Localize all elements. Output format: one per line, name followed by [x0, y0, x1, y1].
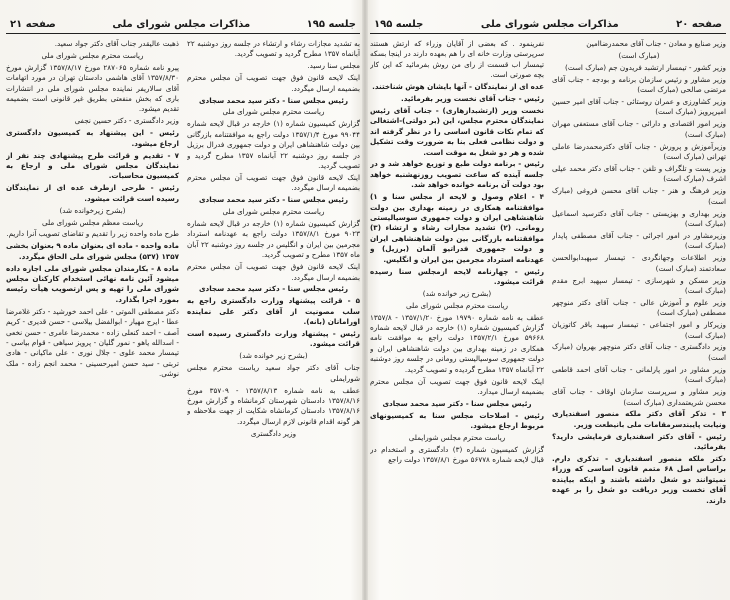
- left-page-col-left: [6, 39, 179, 594]
- paragraph: عده ای از نمایندگان - آنها بایشان هوش شناختند.: [372, 82, 544, 92]
- paragraph: رئیس - چهارنامه لایحه ازمجلس سنا رسیده قرائت میشود.: [370, 266, 544, 286]
- right-page-session: جلسه ۱۹۵: [374, 19, 424, 30]
- paragraph: وزیر اطلاعات وجهانگردی - تیمسار سپهبدابوالحسن سعادتمند (مبارک است): [552, 253, 726, 273]
- paragraph: وزیر دادگستری - دکتر حسین نجفی: [74, 116, 179, 126]
- paragraph: رئیس مجلس سنا - دکتر سید محمد سجادی: [198, 284, 349, 294]
- paragraph: اینک لایحه قانون فوق جهت تصویب آن مجلس محترم بضمیمه ارسال میدارد.: [370, 376, 544, 396]
- paragraph: رئیس مجلس سنا - دکتر سید محمد سجادی: [198, 95, 349, 105]
- paragraph: ۷ - تقدیم و قرائت طرح پیشنهادی چند نفر از نمایندگان مجلس شورای ملی و ارجاع به کمیسیون محاسبات.: [6, 150, 179, 181]
- paragraph: مجلس سنا رسید.: [307, 61, 360, 71]
- paragraph: رئیس مجلس سنا - دکتر سید محمد سجادی: [198, 195, 349, 205]
- left-page-session: جلسه ۱۹۵: [306, 19, 356, 30]
- paragraph: رئیس - اصلاحات مجلس سنا به کمیسیونهای مربوط ارجاع میشود.: [370, 410, 544, 431]
- paragraph: گزارش کمیسیون شماره (۱) خارجه در قبال لایحه شماره ۹۰۲۳ مورخ ۱۳۵۷/۸/۱ دولت راجع به عهدنامه استرداد مجرمین بین ایران و انگلیس در جلسه روز دوشنبه ۲۲ آبان ماه ۱۳۵۷ مطرح و تصویب گردید.: [187, 219, 360, 260]
- paragraph: گزارش کمیسیون شماره (۱) خارجه در قبال لایحه شماره ۹۹۰۴۴ مورخ ۱۳۵۷/۱/۴ دولت راجع به موافقتنامه بازرگانی بین دولت شاهنشاهی ایران و دولت جمهوری فدرال برزیل در جلسه روز دوشنبه ۲۲ آبانماه ۱۳۵۷ مطرح گردید و تصویب گردید.: [187, 119, 360, 170]
- paragraph: (بشرح زیر خوانده شد): [422, 288, 492, 298]
- paragraph: رئیس - آقای دکتر اسفندیاری فرمایشی دارید؟ بفرمائید.: [552, 431, 726, 452]
- paragraph: (مبارک است): [618, 50, 660, 60]
- paragraph: وزیر کشور - تیمسار ارتشبد فریدون جم (مبارک است): [565, 62, 726, 72]
- paragraph: عطف به نامه شماره ۱۳۵۷/۸/۱۳ - ۳۵۷۰۹ مورخ ۱۳۵۷/۸/۱۶ دادستان شهرستان کرمانشاه و گزارش مورخ ۱۳۵۷/۸/۱۶ دادستان کرمانشاه شکایت از جهت ملاحظه و هر گونه اقدام قانونی لازم ارسال میگردد.: [187, 385, 360, 426]
- paragraph: وزیر دادگستری - جناب آقای دکتر منوچهر بهروان (مبارک است): [552, 342, 726, 362]
- paragraph: ریاست محترم مجلس شورای ملی: [41, 50, 144, 60]
- paragraph: (بشرح زیرخوانده شد): [59, 205, 126, 215]
- paragraph: (بشرح زیر خوانده شد): [239, 351, 308, 361]
- right-page-col-left: [370, 39, 544, 594]
- paragraph: وزیر فرهنگ و هنر - جناب آقای محسن فروغی (مبارک است): [552, 186, 726, 206]
- paragraph: اینک لایحه قانون فوق جهت تصویب آن مجلس محترم بضمیمه ارسال میگردد.: [187, 262, 360, 282]
- paragraph: گزارش کمیسیون شماره (۳) دادگستری و استخدام در قبال لایحه شماره ۵۶۷۷۸ مورخ ۱۳۵۷/۸/۱ دولت راجع: [370, 445, 544, 465]
- paragraph: وزیر پست و تلگراف و تلفن - جناب آقای دکتر محمد عیلی اشرف (مبارک است): [552, 163, 726, 184]
- paragraph: به تشدید مجازات رشاء و ارتشاء در جلسه روز دوشنبه ۲۲ آبانماه ۱۳۵۷ مطرح گردید و تصویب گردید.: [187, 39, 360, 59]
- paragraph: جناب آقای دکتر جواد سعید ریاست محترم مجلس شورایملی: [187, 363, 360, 383]
- paragraph: ماده واحده - ماده ای بعنوان ماده ۹ بعنوان بخشی ۱۳۵۷ (۵۳۷) مجلس شورای ملی الحاق میگردد.: [6, 241, 179, 261]
- paragraph: نفرینمود . که بعضی از آقایان وزراء که ارتش هستند سرپرستی وزارت خانه ای را هم بعهده دارند در اینجا بسکه تیمسار اب قسمت از رای من روش بفرمائید که این کار بچه صورتی است.: [370, 39, 544, 80]
- paragraph: اینک لایحه قانون فوق جهت تصویب آن مجلس محترم بضمیمه ارسال میگردد.: [187, 172, 360, 193]
- paragraph: وزیر مشاور و سرپرست سازمان اوقاف - جناب آقای محسن شریعتمداری (مبارک است): [552, 387, 726, 407]
- right-page: [370, 6, 726, 594]
- paragraph: ذهبت عالیقدر جناب آقای دکتر جواد سعید.: [54, 39, 179, 48]
- paragraph: وزیر دادگستری: [250, 428, 297, 438]
- paragraph: وزیر مشاور و رئیس سازمان برنامه و بودجه - جناب آقای مرتضی صالحی (مبارک است): [552, 74, 726, 95]
- paragraph: پیرو نامه شماره ۲۸۷۰۶۵ مورخ ۱۳۵۷/۸/۱۷ گزارش مورخ ۱۳۵۷/۸/۳۰ آقای هاشمی دادستان تهران در مورد اتهامات آقای سالاریفر نماینده مجلس شورای ملی در انتشارات باری که بخش منفعتی بطریق غیر قانونی است بضمیمه تقدیم میشود.: [6, 62, 179, 114]
- paragraph: وزیرآموزش و پرورش - جناب آقای دکترمحمدرضا عاملی تهرانی (مبارک است): [552, 141, 726, 162]
- paragraph: وزیر بهداری و بهزیستی - جناب آقای دکترسید اسماعیل (مبارک است): [552, 208, 726, 228]
- paragraph: وزیر صنایع و معادن - جناب آقای محمدرضاامین: [586, 39, 726, 48]
- paragraph: ریاست معظم مجلس شورای ملی: [42, 217, 143, 227]
- paragraph: وزیر امور اقتصادی و دارائی - جناب آقای مستعفی مهران (مبارک است): [552, 119, 726, 139]
- left-page-number: صفحه ۲۱: [10, 19, 56, 30]
- paragraph: وزیرکار و امور اجتماعی - تیمسار سپهبد باقر کاتوزیان (مبارک است): [552, 320, 726, 340]
- paragraph: ریاست محترم مجلس شورای ملی: [222, 107, 325, 117]
- paragraph: اینک لایحه قانون فوق جهت تصویب آن مجلس محترم بضمیمه ارسال میگردد.: [187, 73, 360, 93]
- right-page-header: [370, 6, 726, 34]
- paragraph: وزیرمشاور در امور اجرائی - جناب آقای مصطفی پایدار (مبارک است): [552, 230, 726, 251]
- right-page-number: صفحه ۲۰: [676, 19, 722, 30]
- paragraph: رئیس - طرحی ازطرف عده ای از نمایندگان رسیده است قرائت میشود.: [6, 183, 179, 203]
- left-page-columns: [6, 39, 360, 594]
- paragraph: دکتر ملکه منصور اسفندیاری - تذکری دارم. براساس اصل ۶۸ متمم قانون اساسی که وزراء نمیتوانند دو شغل داشته باشند و اینکه بیاینده آقای نخست وزیر دریافت دو شغل را بر عهده دارند.: [552, 454, 726, 505]
- paragraph: طرح ماده واحده زیر را تقدیم و تقاضای تصویب آنرا داریم.: [6, 229, 179, 239]
- paragraph: رئیس - برنامه دولت طبع و توزیع خواهد شد و در جلسه آینده که ساعت تصویب روزنهشنبه خواهد بود دولت آن برنامه خوانده خواهد شد.: [370, 159, 544, 190]
- paragraph: ریاست محترم مجلس شورای ملی: [222, 207, 325, 217]
- paragraph: ۳ - تذکر آقای دکتر ملکه منصور اسفندیاری ونیابت پایبندسرمقامات ملی بانیطعت وزیر.: [552, 409, 726, 429]
- paragraph: وزیر علوم و آموزش عالی - جناب آقای دکتر منوچهر مصطفی (مبارک است): [552, 297, 726, 318]
- paragraph: وزیر مشاور در امور پارلمانی - جناب آقای احمد قاطعی (مبارک است): [552, 364, 726, 385]
- right-page-col-right: [552, 39, 726, 594]
- book-spine: [362, 0, 368, 600]
- paragraph: ریاست محترم مجلس شورای ملی: [405, 300, 509, 310]
- paragraph: ماده ۸ - بکارمندان مجلس شورای ملی اجازه داده میشود آئین نامه نهائی استخدام کارکنان مجلس شورای ملی را تهیه و پس ازتصویب هیأت رئیسه بمورد اجرا بگذارد.: [6, 263, 179, 304]
- paragraph: ۴ - اعلام وصول و لایحه از مجلس سنا و ۱) موافقتنامه همکاری در زمینه بهداری بین دولت شاهنشاهی ایران و دولت جمهوری سوسیالیستی رومانی. (۲) تشدید مجازات رشاء و ارتشاء (۳) موافقتنامه بازرگانی بین دولت شاهنشاهی ایران و دولت جمهوری فدراتیو آلمان (برزیل) و عهدنامه استرداد مجرمین بین ایران و انگلیس.: [370, 192, 544, 264]
- left-page-title: مذاکرات مجلس شورای ملی: [112, 19, 251, 30]
- paragraph: ۵ - قرائت پیشنهاد وزارت دادگستری راجع به سلب مصونیت از آقای دکتر علی نماینده اورامانان (بانه).: [187, 296, 360, 327]
- left-page-col-right: [187, 39, 360, 594]
- paragraph: نخست وزیر (ارتشبدازهاری) - جناب آقای رئیس نمایندگان محترم مجلس، این (بر دولتی)-اشتغالی که تمام نکات قانون اساسی را در نظر گرفته اند و دولت نظامی فعلی بنا به ضرورت وقت تشکیل شده و هر دو شغل به موقت است.: [370, 105, 544, 157]
- paragraph: عطف به نامه شماره ۱۹۷۹۰ مورخ ۱۳۵۷/۱/۲۰ - ۱۳۵۷/۸ گزارش کمیسیون شماره (۱) خارجه در قبال لایحه شماره ۵۹۶۶۸ مورخ ۱۳۵۷/۲/۱ دولت راجع به موافقت نامه همکاری در زمینه بهداری بین دولت شاهنشاهی ایران و دولت جمهوری سوسیالیستی رومانی در جلسه روز دوشنبه ۲۲ آبانماه ۱۳۵۷ مطرح گردیده و تصویب گردید.: [370, 312, 544, 374]
- paragraph: وزیر مسکن و شهرسازی - تیمسار سپهبد ابرج مقدم (مبارک است): [552, 275, 726, 295]
- paragraph: وزیر کشاورزی و عمران روستائی - جناب آقای امیر حسین امیرپرویز (مبارک است): [552, 97, 726, 117]
- left-page-header: [6, 6, 360, 34]
- right-page-columns: [370, 39, 726, 594]
- paragraph: رئیس - پیشنهاد وزارت دادگستری رسیده است قرائت میشود.: [187, 329, 360, 349]
- right-page-title: مذاکرات مجلس شورای ملی: [480, 19, 619, 30]
- paragraph: رئیس مجلس سنا - دکتر سید محمد سجادی: [382, 398, 532, 408]
- paragraph: دکتر مصطفی الموتی - علی احمد خورشید - دکتر غلامرضا عطا - ایرج مهیار - ابوالفضل بیلاسی - حسن قدیری - کریم آصف - احمد کنعلی زاده - محمدرضا عامری - حسن نخعی - اسدالله یاهو - نمور گلیان - پرویز سیاهی - قوام بیاسی - تیمسار محمد علوی - جلال نوری - علی ماکیانی - هادی تربتی - سید حسن امیرحسینی - محمد انجم زاده - ملک نوشی.: [6, 306, 179, 379]
- left-page: [6, 6, 360, 594]
- paragraph: رئیس - جناب آقای نخست وزیر بفرمائید.: [400, 94, 544, 104]
- paragraph: رئیس - این پیشنهاد به کمیسیون دادگستری ارجاع میشود.: [6, 128, 179, 148]
- paragraph: ریاست محترم مجلس شورایملی: [408, 433, 506, 443]
